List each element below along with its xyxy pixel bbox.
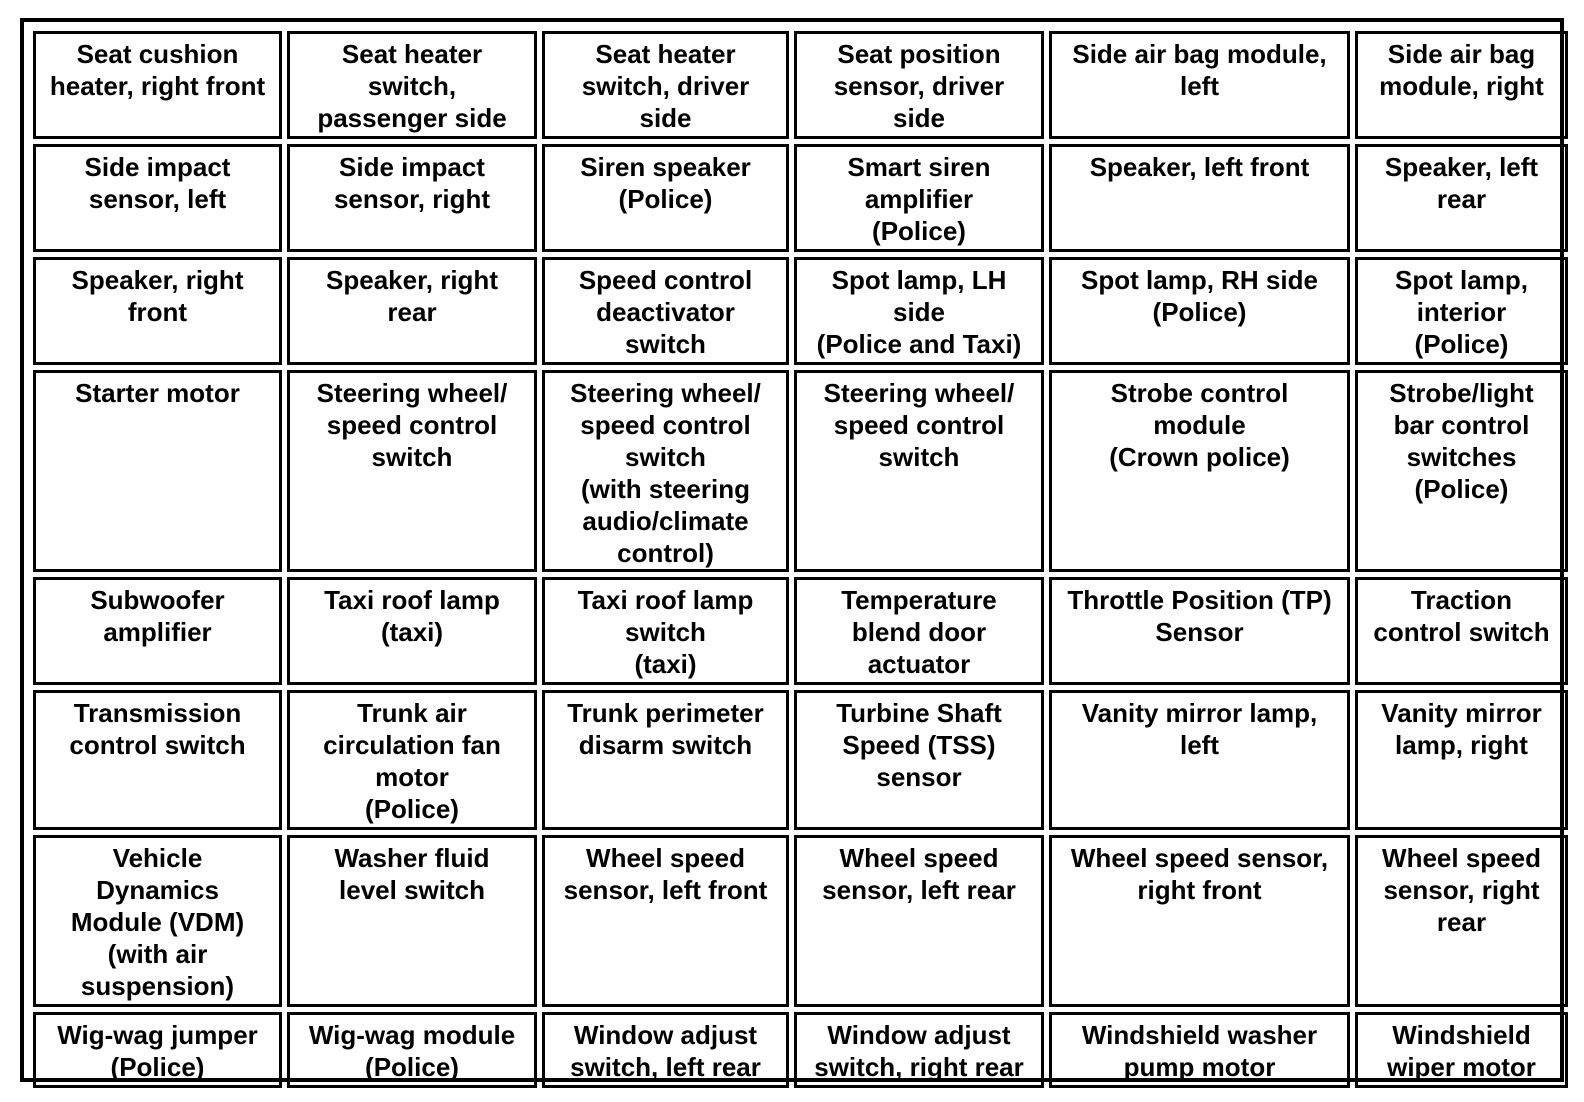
table-cell: Side air bag module, right xyxy=(1355,31,1568,139)
table-cell: Temperature blend door actuator xyxy=(794,577,1044,685)
table-cell: Side impact sensor, right xyxy=(287,144,537,252)
table-cell: Speaker, right rear xyxy=(287,257,537,365)
table-cell: Wheel speed sensor, right front xyxy=(1049,835,1350,1007)
table-cell: Spot lamp, interior (Police) xyxy=(1355,257,1568,365)
table-cell: Side air bag module, left xyxy=(1049,31,1350,139)
table-cell: Subwoofer amplifier xyxy=(33,577,282,685)
table-cell: Siren speaker (Police) xyxy=(542,144,789,252)
table-cell: Wig-wag jumper (Police) xyxy=(33,1012,282,1088)
table-cell: Windshield washer pump motor xyxy=(1049,1012,1350,1088)
table-cell: Vehicle Dynamics Module (VDM) (with air suspension) xyxy=(33,835,282,1007)
table-cell: Washer fluid level switch xyxy=(287,835,537,1007)
table-cell: Window adjust switch, right rear xyxy=(794,1012,1044,1088)
table-row xyxy=(33,690,1568,830)
table-row xyxy=(33,835,1568,1007)
table-cell: Trunk perimeter disarm switch xyxy=(542,690,789,830)
table-cell: Wheel speed sensor, left rear xyxy=(794,835,1044,1007)
table-cell: Speaker, right front xyxy=(33,257,282,365)
table-cell: Speed control deactivator switch xyxy=(542,257,789,365)
table-cell: Vanity mirror lamp, right xyxy=(1355,690,1568,830)
table-cell: Seat position sensor, driver side xyxy=(794,31,1044,139)
component-index-table xyxy=(28,26,1573,1093)
table-cell: Taxi roof lamp (taxi) xyxy=(287,577,537,685)
table-cell: Taxi roof lamp switch (taxi) xyxy=(542,577,789,685)
table-cell: Seat heater switch, driver side xyxy=(542,31,789,139)
table-cell: Transmission control switch xyxy=(33,690,282,830)
component-index-table-frame xyxy=(20,18,1564,1082)
table-cell: Trunk air circulation fan motor (Police) xyxy=(287,690,537,830)
table-row xyxy=(33,257,1568,365)
table-cell: Steering wheel/ speed control switch xyxy=(794,370,1044,572)
table-cell: Window adjust switch, left rear xyxy=(542,1012,789,1088)
table-cell: Wheel speed sensor, right rear xyxy=(1355,835,1568,1007)
table-cell: Side impact sensor, left xyxy=(33,144,282,252)
table-cell: Speaker, left rear xyxy=(1355,144,1568,252)
table-cell: Vanity mirror lamp, left xyxy=(1049,690,1350,830)
table-cell: Steering wheel/ speed control switch xyxy=(287,370,537,572)
table-cell: Strobe/light bar control switches (Police) xyxy=(1355,370,1568,572)
table-cell: Speaker, left front xyxy=(1049,144,1350,252)
table-cell: Turbine Shaft Speed (TSS) sensor xyxy=(794,690,1044,830)
table-cell: Smart siren amplifier (Police) xyxy=(794,144,1044,252)
table-cell: Starter motor xyxy=(33,370,282,572)
table-cell: Wig-wag module (Police) xyxy=(287,1012,537,1088)
table-row xyxy=(33,31,1568,139)
table-cell: Windshield wiper motor xyxy=(1355,1012,1568,1088)
table-cell: Throttle Position (TP) Sensor xyxy=(1049,577,1350,685)
table-cell: Spot lamp, RH side (Police) xyxy=(1049,257,1350,365)
table-cell: Steering wheel/ speed control switch (with steering audio/climate control) xyxy=(542,370,789,572)
table-row xyxy=(33,577,1568,685)
table-row xyxy=(33,144,1568,252)
table-row xyxy=(33,370,1568,572)
table-row xyxy=(33,1012,1568,1088)
table-cell: Seat cushion heater, right front xyxy=(33,31,282,139)
table-cell: Seat heater switch, passenger side xyxy=(287,31,537,139)
table-cell: Traction control switch xyxy=(1355,577,1568,685)
table-cell: Strobe control module (Crown police) xyxy=(1049,370,1350,572)
table-cell: Wheel speed sensor, left front xyxy=(542,835,789,1007)
table-cell: Spot lamp, LH side (Police and Taxi) xyxy=(794,257,1044,365)
